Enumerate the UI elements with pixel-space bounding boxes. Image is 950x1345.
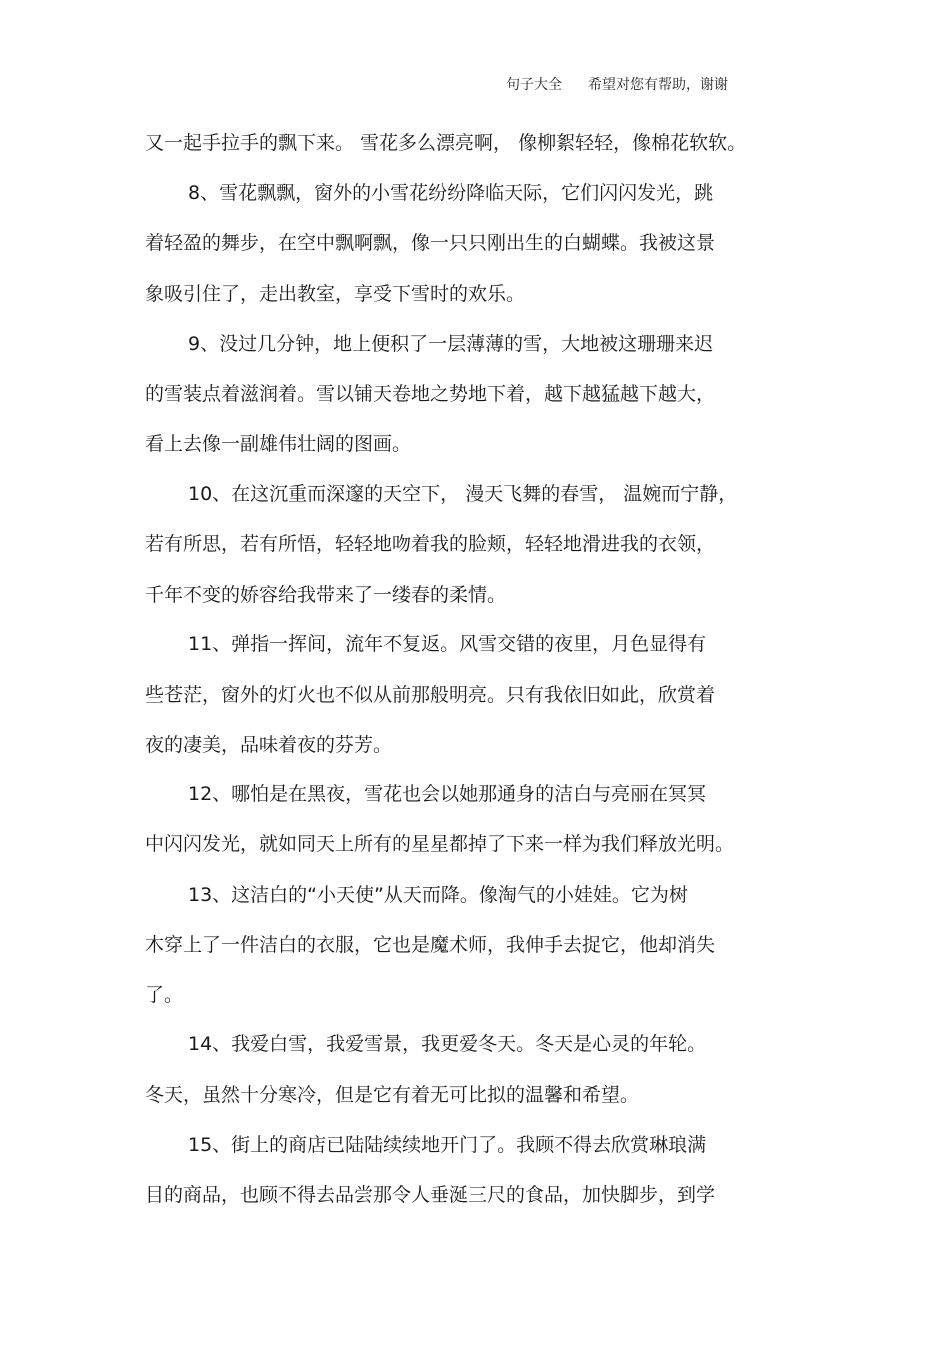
paragraph-start-line: 12、哪怕是在黑夜，雪花也会以她那通身的洁白与亮丽在冥冥 [188,783,707,805]
text-line: 的雪装点着滋润着。雪以铺天卷地之势地下着，越下越猛越下越大， [145,383,716,405]
text-line: 若有所思，若有所悟，轻轻地吻着我的脸颊，轻轻地滑进我的衣领， [145,533,716,555]
text-line: 中闪闪发光，就如同天上所有的星星都掉了下来一样为我们释放光明。 [145,833,735,855]
paragraph-start-line: 11、弹指一挥间，流年不复返。风雪交错的夜里，月色显得有 [188,633,707,655]
text-line: 着轻盈的舞步，在空中飘啊飘，像一只只刚出生的白蝴蝶。我被这景 [145,232,716,254]
paragraph-start-line: 9、没过几分钟，地上便积了一层薄薄的雪，大地被这珊珊来迟 [188,333,714,355]
text-line: 木穿上了一件洁白的衣服，它也是魔术师，我伸手去捉它，他却消失 [145,934,716,956]
paragraph-start-line: 15、街上的商店已陆陆续续地开门了。我顾不得去欣赏琳琅满 [188,1134,707,1156]
header-title: 句子大全 [506,77,562,93]
paragraph-start-line: 14、我爱白雪，我爱雪景，我更爱冬天。冬天是心灵的年轮。 [188,1033,707,1055]
text-line: 象吸引住了，走出教室，享受下雪时的欢乐。 [145,283,526,305]
paragraph-start-line: 10、在这沉重而深邃的天空下， 漫天飞舞的春雪， 温婉而宁静， [188,483,738,505]
paragraph-start-line: 13、这洁白的“小天使”从天而降。像淘气的小娃娃。它为树 [188,884,688,906]
header-note: 希望对您有帮助，谢谢 [588,77,728,93]
text-line: 看上去像一副雄伟壮阔的图画。 [145,433,412,455]
text-line: 了。 [145,984,184,1006]
text-line: 又一起手拉手的飘下来。 雪花多么漂亮啊， 像柳絮轻轻，像棉花软软。 [145,132,747,154]
paragraph-start-line: 8、雪花飘飘，窗外的小雪花纷纷降临天际，它们闪闪发光，跳 [188,182,714,204]
page-header [506,74,728,94]
text-line: 冬天，虽然十分寒冷，但是它有着无可比拟的温馨和希望。 [145,1084,640,1106]
text-line: 目的商品，也顾不得去品尝那令人垂涎三尺的食品，加快脚步，到学 [145,1184,716,1206]
text-line: 千年不变的娇容给我带来了一缕春的柔情。 [145,584,507,606]
text-line: 些苍茫，窗外的灯火也不似从前那般明亮。只有我依旧如此，欣赏着 [145,684,716,706]
text-line: 夜的凄美，品味着夜的芬芳。 [145,734,393,756]
